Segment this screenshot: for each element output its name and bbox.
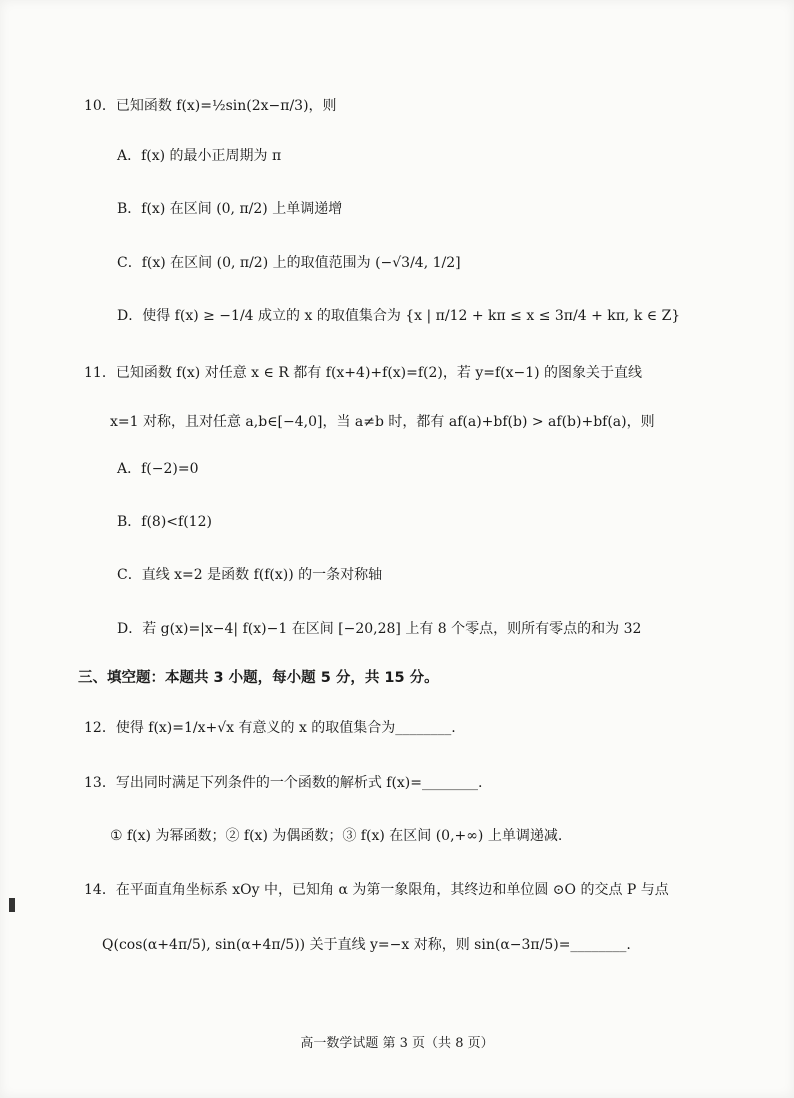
q11-option-c: C．直线 x=2 是函数 f(f(x)) 的一条对称轴 (117, 567, 383, 583)
q11-option-a: A．f(−2)=0 (117, 461, 199, 477)
q11-option-b: B．f(8)<f(12) (117, 514, 212, 530)
page-footer: 高一数学试题 第 3 页（共 8 页） (300, 1036, 494, 1051)
section-fill-in-heading: 三、填空题：本题共 3 小题，每小题 5 分，共 15 分。 (78, 670, 439, 686)
q10-option-d: D．使得 f(x) ≥ −1/4 成立的 x 的取值集合为 {x | π/12 + kπ ≤ x ≤ 3π/4 + kπ, k ∈ Z} (117, 308, 681, 324)
q10-option-c: C．f(x) 在区间 (0, π/2) 上的取值范围为 (−√3/4, 1/2] (117, 255, 461, 271)
q10-stem: 10．已知函数 f(x)=½sin(2x−π/3)，则 (84, 98, 337, 114)
q14-stem-line1: 14．在平面直角坐标系 xOy 中，已知角 α 为第一象限角，其终边和单位圆 ⊙O 的交点 P 与点 (84, 882, 669, 898)
q13-stem: 13．写出同时满足下列条件的一个函数的解析式 f(x)=________. (84, 775, 483, 791)
q11-stem-line2: x=1 对称，且对任意 a,b∈[−4,0]，当 a≠b 时，都有 af(a)+bf(b) > af(b)+bf(a)，则 (110, 414, 655, 430)
q11-option-d: D．若 g(x)=|x−4| f(x)−1 在区间 [−20,28] 上有 8 个零点，则所有零点的和为 32 (117, 621, 642, 637)
q13-conditions: ① f(x) 为幂函数；② f(x) 为偶函数；③ f(x) 在区间 (0,+∞) 上单调递减. (110, 828, 563, 844)
q10-option-a: A．f(x) 的最小正周期为 π (117, 148, 282, 164)
q10-option-b: B．f(x) 在区间 (0, π/2) 上单调递增 (117, 201, 343, 217)
scan-edge-mark (9, 898, 15, 912)
q11-stem-line1: 11．已知函数 f(x) 对任意 x ∈ R 都有 f(x+4)+f(x)=f(2)，若 y=f(x−1) 的图象关于直线 (84, 365, 643, 381)
q14-stem-line2: Q(cos(α+4π/5), sin(α+4π/5)) 关于直线 y=−x 对称，则 sin(α−3π/5)=________. (102, 937, 631, 953)
q12-stem: 12．使得 f(x)=1/x+√x 有意义的 x 的取值集合为________. (84, 720, 456, 736)
